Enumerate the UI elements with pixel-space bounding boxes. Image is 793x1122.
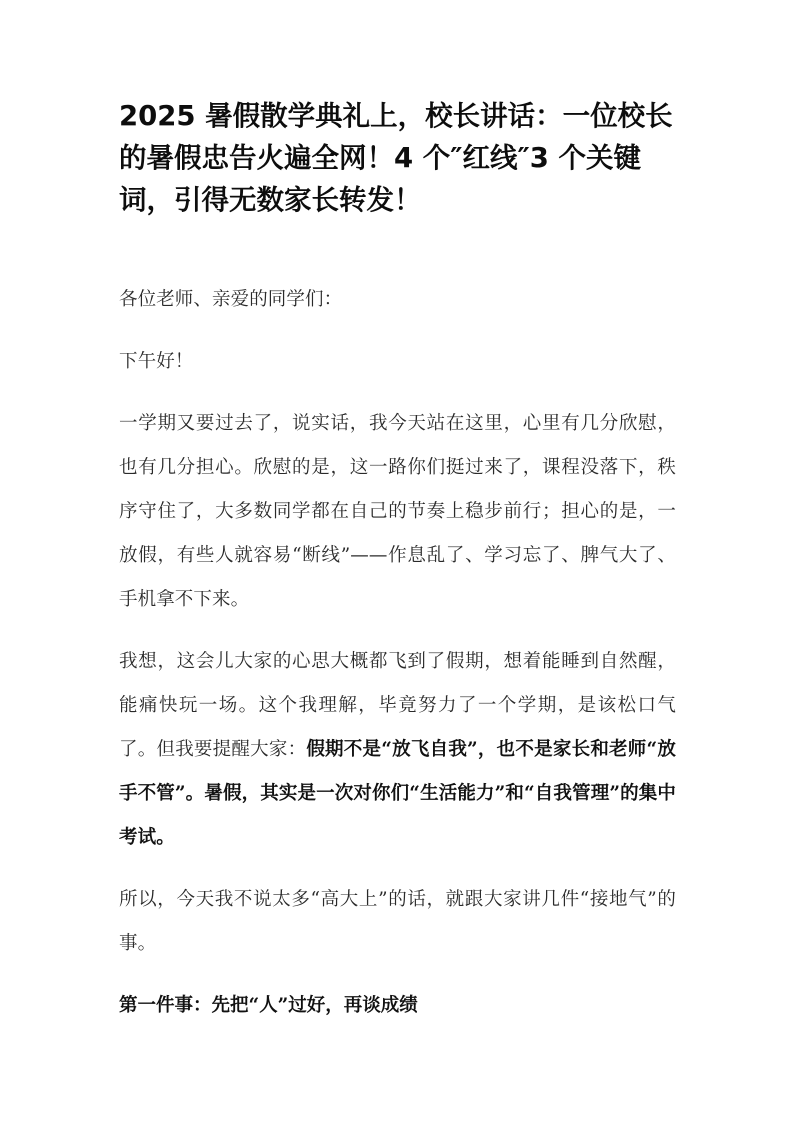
paragraph-down-to-earth: 所以，今天我不说太多“高大上”的话，就跟大家讲几件“接地气”的事。 — [119, 889, 676, 954]
page-title: 2025 暑假散学典礼上，校长讲话：一位校长的暑假忠告火遍全网！4 个″红线″3 个关键词，引得无数家长转发！ — [119, 100, 673, 216]
paragraph-greeting: 下午好！ — [119, 351, 194, 372]
title-body-spacer — [119, 221, 676, 278]
paragraph-salutation: 各位老师、亲爱的同学们： — [119, 289, 343, 310]
paragraph-holiday-warning — [119, 640, 676, 860]
paragraph-holiday-warning-bold: 假期不是“放飞自我”，也不是家长和老师“放手不管”。暑假，其实是一次对你们“生活能力”和“自我管理”的集中考试。 — [119, 739, 676, 848]
document-content — [119, 95, 676, 1028]
section-heading-first-item: 第一件事：先把“人”过好，再谈成绩 — [119, 995, 418, 1016]
paragraph-holiday-warning-plain: 我想，这会儿大家的心思大概都飞到了假期，想着能睡到自然醒，能痛快玩一场。这个我理解，毕竟努力了一个学期，是该松口气了。但我要提醒大家： — [119, 651, 676, 760]
paragraph-semester-reflection: 一学期又要过去了，说实话，我今天站在这里，心里有几分欣慰，也有几分担心。欣慰的是，这一路你们挺过来了，课程没落下，秩序守住了，大多数同学都在自己的节奏上稳步前行；担心的是，一放假，有些人就容易“断线”——作息乱了、学习忘了、脾气大了、手机拿不下来。 — [119, 413, 676, 610]
